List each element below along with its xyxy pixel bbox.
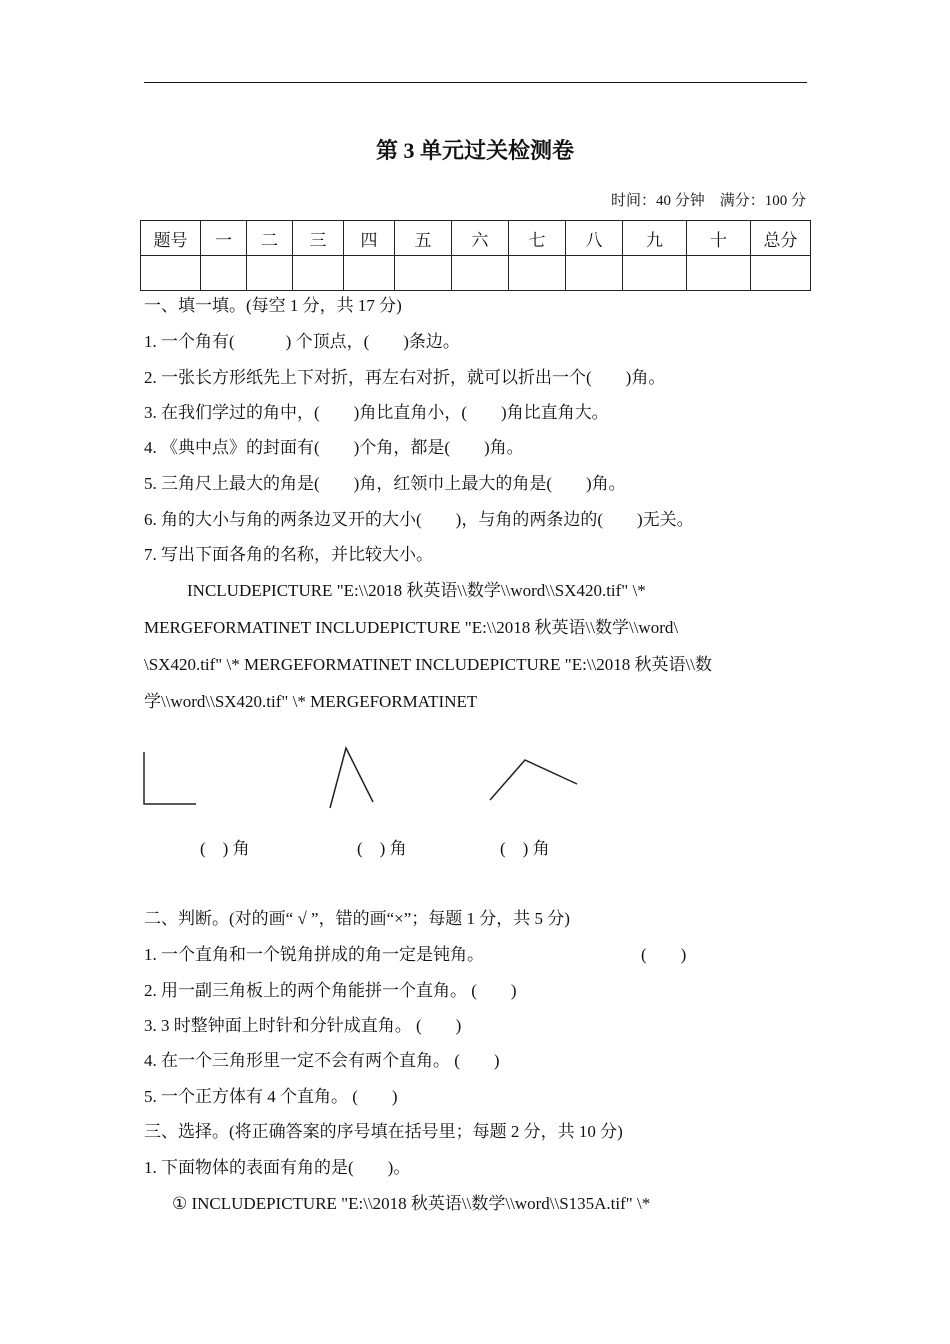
score-cell[interactable] — [201, 256, 247, 291]
include-field-line: INCLUDEPICTURE "E:\\2018 秋英语\\数学\\word\\SX420.tif" \* — [187, 581, 646, 600]
section1-heading: 一、填一填。(每空 1 分，共 17 分) — [144, 296, 402, 315]
score-cell[interactable] — [247, 256, 293, 291]
angle-figures — [130, 738, 600, 818]
section2-heading: 二、判断。(对的画“ √ ”，错的画“×”；每题 1 分，共 5 分) — [144, 909, 570, 928]
score-cell[interactable] — [344, 256, 395, 291]
page-title: 第 3 单元过关检测卷 — [375, 138, 574, 163]
right-angle-figure — [144, 752, 196, 804]
question-2-3: 3. 3 时整钟面上时针和分针成直角。 ( ) — [144, 1016, 462, 1035]
score-table-score-row — [141, 256, 811, 291]
score-cell[interactable] — [566, 256, 623, 291]
question-3-1: 1. 下面物体的表面有角的是( )。 — [144, 1158, 411, 1177]
angle-answer-3: ( ) 角 — [500, 839, 550, 858]
score-table-header-cell: 题号 — [141, 221, 201, 256]
obtuse-angle-figure — [490, 760, 577, 800]
score-cell[interactable] — [141, 256, 201, 291]
score-cell[interactable] — [293, 256, 344, 291]
score-table — [140, 220, 811, 291]
question-2-1-answer-parens: ( ) — [641, 945, 687, 964]
question-1-7: 7. 写出下面各角的名称，并比较大小。 — [144, 545, 433, 564]
question-1-4: 4. 《典中点》的封面有( )个角，都是( )角。 — [144, 438, 524, 457]
header-rule — [144, 82, 807, 83]
question-2-2: 2. 用一副三角板上的两个角能拼一个直角。 ( ) — [144, 981, 517, 1000]
score-table-header-cell: 六 — [452, 221, 509, 256]
question-1-6: 6. 角的大小与角的两条边叉开的大小( )，与角的两条边的( )无关。 — [144, 510, 694, 529]
include-field-line: \SX420.tif" \* MERGEFORMATINET INCLUDEPICTURE "E:\\2018 秋英语\\数 — [144, 655, 712, 674]
score-cell[interactable] — [687, 256, 751, 291]
score-table-header-cell: 二 — [247, 221, 293, 256]
question-2-4: 4. 在一个三角形里一定不会有两个直角。 ( ) — [144, 1051, 500, 1070]
score-table-header-cell: 十 — [687, 221, 751, 256]
section3-heading: 三、选择。(将正确答案的序号填在括号里；每题 2 分，共 10 分) — [144, 1122, 623, 1141]
question-1-2: 2. 一张长方形纸先上下对折，再左右对折，就可以折出一个( )角。 — [144, 368, 666, 387]
score-table-header-cell: 九 — [623, 221, 687, 256]
score-table-header-cell: 五 — [395, 221, 452, 256]
question-1-3: 3. 在我们学过的角中，( )角比直角小，( )角比直角大。 — [144, 403, 609, 422]
score-table-header-cell: 七 — [509, 221, 566, 256]
score-table-header-cell: 一 — [201, 221, 247, 256]
score-table-header-cell: 八 — [566, 221, 623, 256]
score-cell[interactable] — [509, 256, 566, 291]
score-cell[interactable] — [751, 256, 811, 291]
include-field-line: 学\\word\\SX420.tif" \* MERGEFORMATINET — [144, 692, 478, 711]
question-1-5: 5. 三角尺上最大的角是( )角，红领巾上最大的角是( )角。 — [144, 474, 626, 493]
score-table-header-row — [141, 221, 811, 256]
angle-answer-1: ( ) 角 — [200, 839, 250, 858]
score-table-header-cell: 三 — [293, 221, 344, 256]
score-cell[interactable] — [395, 256, 452, 291]
question-2-5: 5. 一个正方体有 4 个直角。 ( ) — [144, 1087, 398, 1106]
question-3-1-option-1: ① INCLUDEPICTURE "E:\\2018 秋英语\\数学\\word\\S135A.tif" \* — [172, 1194, 651, 1213]
score-cell[interactable] — [452, 256, 509, 291]
question-1-1: 1. 一个角有( ) 个顶点，( )条边。 — [144, 332, 460, 351]
time-score-info: 时间：40 分钟 满分：100 分 — [610, 193, 806, 209]
score-table-header-cell: 四 — [344, 221, 395, 256]
score-cell[interactable] — [623, 256, 687, 291]
acute-angle-figure — [330, 748, 373, 808]
angle-answer-2: ( ) 角 — [357, 839, 407, 858]
question-2-1: 1. 一个直角和一个锐角拼成的角一定是钝角。 — [144, 945, 484, 964]
include-field-line: MERGEFORMATINET INCLUDEPICTURE "E:\\2018 秋英语\\数学\\word\ — [144, 618, 679, 637]
score-table-header-cell: 总分 — [751, 221, 811, 256]
